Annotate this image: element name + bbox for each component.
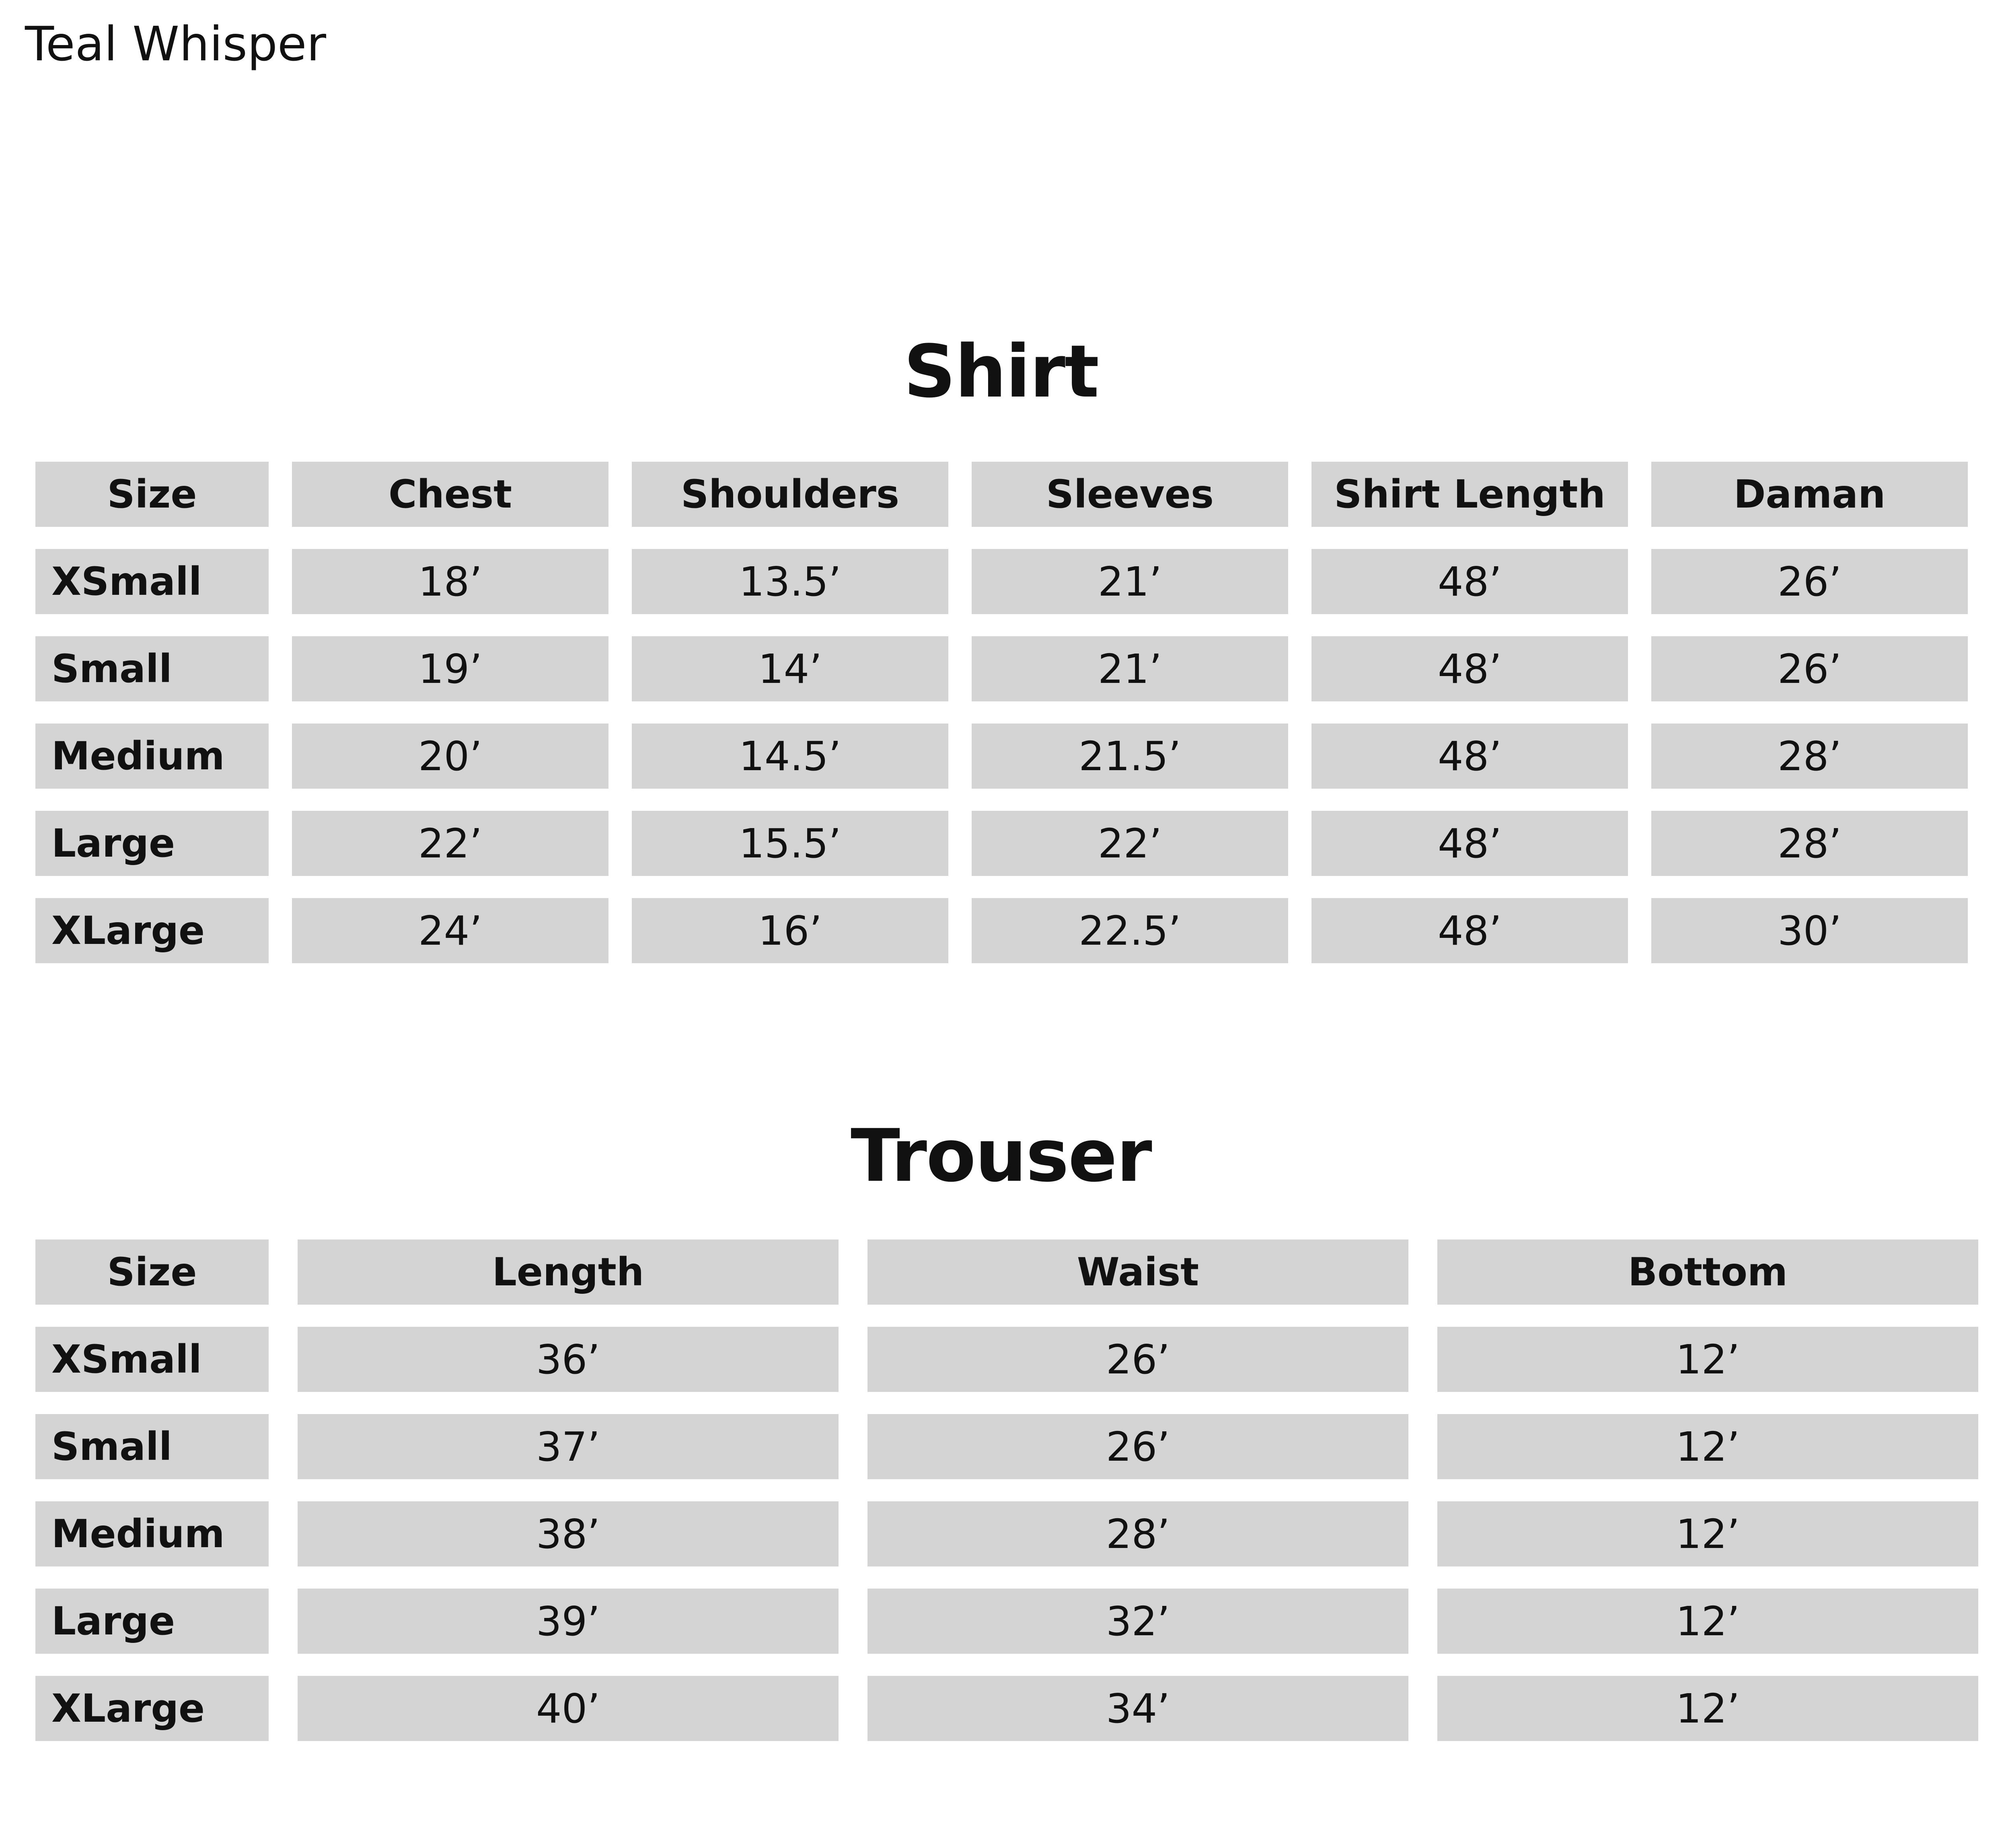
trouser-measurement-cell: 36’ — [298, 1327, 839, 1392]
shirt-measurement-cell: 14.5’ — [632, 724, 948, 789]
shirt-header-cell: Shoulders — [632, 462, 948, 527]
shirt-measurement-cell: 19’ — [292, 636, 608, 701]
shirt-measurement-cell: 48’ — [1311, 549, 1628, 614]
trouser-measurement-cell: 12’ — [1437, 1414, 1978, 1479]
trouser-section-title: Trouser — [851, 1114, 1151, 1198]
trouser-measurement-cell: 12’ — [1437, 1589, 1978, 1654]
shirt-measurement-cell: 30’ — [1651, 898, 1968, 963]
shirt-measurement-cell: 22.5’ — [972, 898, 1288, 963]
shirt-measurement-cell: 48’ — [1311, 898, 1628, 963]
shirt-measurement-cell: 18’ — [292, 549, 608, 614]
shirt-measurement-cell: 22’ — [972, 811, 1288, 876]
shirt-header-cell: Shirt Length — [1311, 462, 1628, 527]
shirt-measurement-cell: 48’ — [1311, 636, 1628, 701]
page-title: Teal Whisper — [25, 16, 326, 72]
shirt-measurement-cell: 26’ — [1651, 636, 1968, 701]
trouser-measurement-cell: 12’ — [1437, 1327, 1978, 1392]
trouser-header-cell: Length — [298, 1240, 839, 1305]
trouser-size-label: XSmall — [35, 1327, 269, 1392]
shirt-section-title: Shirt — [903, 330, 1099, 414]
shirt-size-table — [35, 462, 1968, 963]
shirt-measurement-cell: 21’ — [972, 549, 1288, 614]
shirt-measurement-cell: 24’ — [292, 898, 608, 963]
shirt-measurement-cell: 48’ — [1311, 724, 1628, 789]
shirt-header-cell: Chest — [292, 462, 608, 527]
shirt-size-label: Medium — [35, 724, 269, 789]
shirt-measurement-cell: 16’ — [632, 898, 948, 963]
trouser-size-label: Small — [35, 1414, 269, 1479]
shirt-header-cell: Size — [35, 462, 269, 527]
shirt-measurement-cell: 28’ — [1651, 724, 1968, 789]
trouser-measurement-cell: 26’ — [867, 1327, 1408, 1392]
shirt-measurement-cell: 20’ — [292, 724, 608, 789]
trouser-measurement-cell: 34’ — [867, 1676, 1408, 1741]
shirt-measurement-cell: 15.5’ — [632, 811, 948, 876]
shirt-header-cell: Sleeves — [972, 462, 1288, 527]
trouser-measurement-cell: 32’ — [867, 1589, 1408, 1654]
trouser-size-table — [35, 1240, 1978, 1741]
trouser-measurement-cell: 40’ — [298, 1676, 839, 1741]
trouser-size-label: Large — [35, 1589, 269, 1654]
trouser-measurement-cell: 12’ — [1437, 1676, 1978, 1741]
shirt-size-label: XSmall — [35, 549, 269, 614]
trouser-size-label: Medium — [35, 1501, 269, 1566]
shirt-measurement-cell: 21.5’ — [972, 724, 1288, 789]
trouser-measurement-cell: 26’ — [867, 1414, 1408, 1479]
shirt-measurement-cell: 14’ — [632, 636, 948, 701]
trouser-measurement-cell: 28’ — [867, 1501, 1408, 1566]
trouser-header-cell: Bottom — [1437, 1240, 1978, 1305]
shirt-header-cell: Daman — [1651, 462, 1968, 527]
shirt-measurement-cell: 21’ — [972, 636, 1288, 701]
trouser-header-cell: Waist — [867, 1240, 1408, 1305]
trouser-measurement-cell: 37’ — [298, 1414, 839, 1479]
shirt-size-label: Large — [35, 811, 269, 876]
trouser-header-cell: Size — [35, 1240, 269, 1305]
trouser-measurement-cell: 39’ — [298, 1589, 839, 1654]
shirt-size-label: Small — [35, 636, 269, 701]
trouser-size-label: XLarge — [35, 1676, 269, 1741]
shirt-measurement-cell: 13.5’ — [632, 549, 948, 614]
trouser-measurement-cell: 38’ — [298, 1501, 839, 1566]
shirt-measurement-cell: 22’ — [292, 811, 608, 876]
shirt-measurement-cell: 48’ — [1311, 811, 1628, 876]
shirt-measurement-cell: 28’ — [1651, 811, 1968, 876]
shirt-measurement-cell: 26’ — [1651, 549, 1968, 614]
shirt-size-label: XLarge — [35, 898, 269, 963]
trouser-measurement-cell: 12’ — [1437, 1501, 1978, 1566]
